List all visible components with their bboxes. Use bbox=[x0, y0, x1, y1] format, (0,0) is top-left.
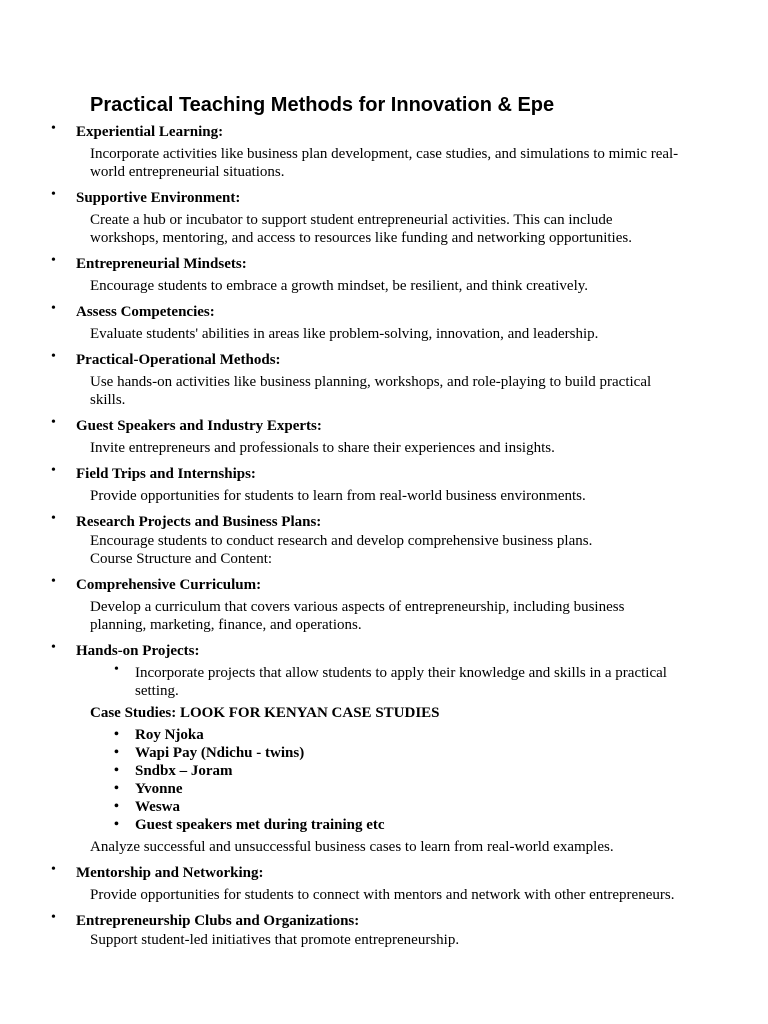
hands-on-sublist bbox=[76, 661, 682, 700]
section-heading: • Research Projects and Business Plans: bbox=[76, 514, 322, 530]
section-heading: • Assess Competencies: bbox=[76, 304, 215, 320]
list-item-entrepreneurial-mindsets bbox=[0, 252, 768, 295]
section-body: Support student-led initiatives that promote entrepreneurship. bbox=[90, 932, 460, 948]
section-body: Develop a curriculum that covers various aspects of entrepreneurship, including business planning, marketing, finance, and operations. bbox=[90, 599, 625, 633]
list-item-field-trips bbox=[0, 462, 768, 505]
section-heading: • Comprehensive Curriculum: bbox=[76, 577, 262, 593]
section-body: Invite entrepreneurs and professionals to share their experiences and insights. bbox=[90, 440, 555, 456]
section-body: Provide opportunities for students to learn from real-world business environments. bbox=[90, 488, 586, 504]
case-study-item: • Yvonne bbox=[76, 780, 682, 798]
section-body: Encourage students to embrace a growth mindset, be resilient, and think creatively. bbox=[90, 278, 589, 294]
section-heading: • Practical-Operational Methods: bbox=[76, 352, 281, 368]
list-item-research-projects bbox=[0, 510, 768, 568]
list-item-assess-competencies bbox=[0, 300, 768, 343]
sublist-item: • Incorporate projects that allow students to apply their knowledge and skills in a practical setting. bbox=[76, 661, 682, 700]
case-study-item: • Sndbx – Joram bbox=[76, 762, 682, 780]
section-body: Incorporate activities like business plan development, case studies, and simulations to mimic real-world entrepreneurial situations. bbox=[90, 146, 679, 180]
section-heading: • Experiential Learning: bbox=[76, 124, 224, 140]
section-heading: • Hands-on Projects: bbox=[76, 643, 200, 659]
case-study-item: • Guest speakers met during training etc bbox=[76, 816, 682, 834]
list-item-mentorship-networking bbox=[0, 861, 768, 904]
section-heading: • Supportive Environment: bbox=[76, 190, 241, 206]
list-item-experiential-learning bbox=[0, 120, 768, 181]
case-study-item: • Roy Njoka bbox=[76, 726, 682, 744]
list-item-hands-on-projects bbox=[0, 639, 768, 856]
section-heading: • Guest Speakers and Industry Experts: bbox=[76, 418, 322, 434]
section-body: Encourage students to conduct research and develop comprehensive business plans. bbox=[90, 533, 593, 549]
section-heading: • Entrepreneurial Mindsets: bbox=[76, 256, 247, 272]
case-studies-label: Case Studies: LOOK FOR KENYAN CASE STUDIES bbox=[90, 705, 440, 721]
list-item-supportive-environment bbox=[0, 186, 768, 247]
section-heading: • Field Trips and Internships: bbox=[76, 466, 256, 482]
list-item-practical-operational-methods bbox=[0, 348, 768, 409]
course-structure-label: Course Structure and Content: bbox=[90, 551, 273, 567]
case-study-item: • Weswa bbox=[76, 798, 682, 816]
list-item-entrepreneurship-clubs bbox=[0, 909, 768, 949]
section-heading: • Mentorship and Networking: bbox=[76, 865, 264, 881]
list-item-comprehensive-curriculum bbox=[0, 573, 768, 634]
section-body: Provide opportunities for students to connect with mentors and network with other entrepreneurs. bbox=[90, 887, 675, 903]
section-body: Evaluate students' abilities in areas like problem-solving, innovation, and leadership. bbox=[90, 326, 599, 342]
section-body: Use hands-on activities like business planning, workshops, and role-playing to build practical skills. bbox=[90, 374, 652, 408]
case-studies-list bbox=[76, 722, 682, 834]
section-body: Create a hub or incubator to support student entrepreneurial activities. This can include workshops, mentoring, and access to resources like funding and networking opportunities. bbox=[90, 212, 632, 246]
document-title: Practical Teaching Methods for Innovation & Epe bbox=[90, 94, 555, 116]
list-item-guest-speakers bbox=[0, 414, 768, 457]
section-list bbox=[0, 120, 768, 949]
case-study-item: • Wapi Pay (Ndichu - twins) bbox=[76, 744, 682, 762]
section-heading: • Entrepreneurship Clubs and Organizations: bbox=[76, 913, 360, 929]
case-studies-summary: Analyze successful and unsuccessful business cases to learn from real-world examples. bbox=[90, 839, 614, 855]
